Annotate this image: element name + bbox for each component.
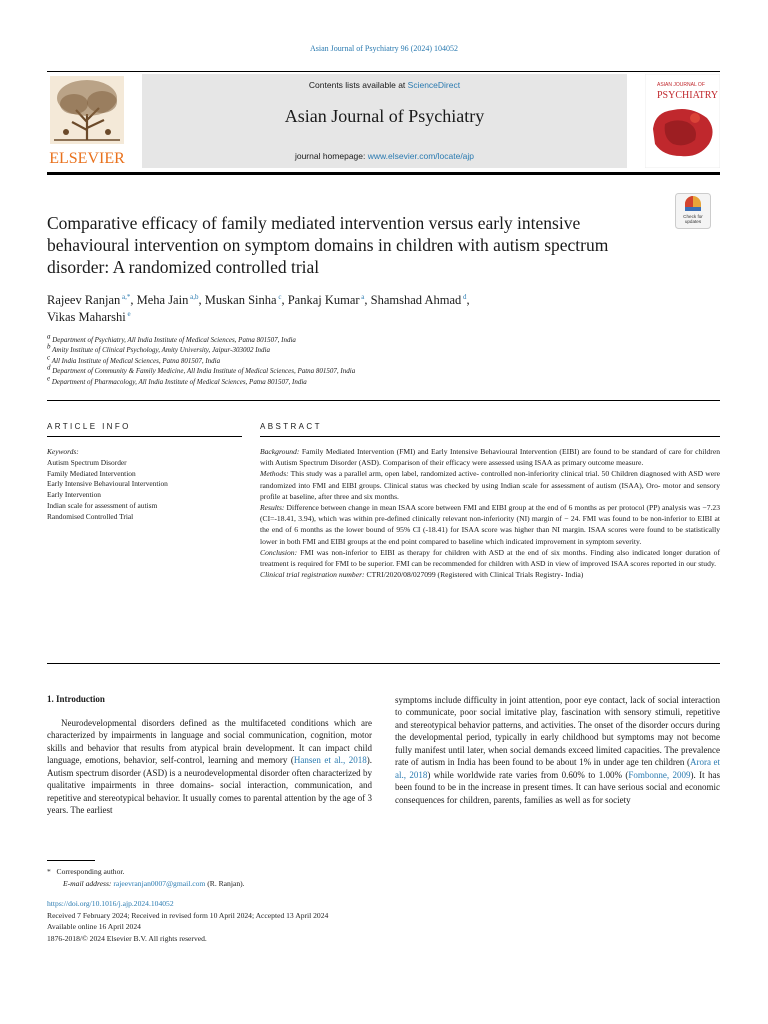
author-name[interactable]: Vikas Maharshi bbox=[47, 310, 126, 324]
reference-link-hansen[interactable]: Hansen et al., 2018 bbox=[293, 755, 367, 766]
affiliation-item bbox=[47, 332, 697, 345]
affiliation-text: Department of Pharmacology, All India Institute of Medical Sciences, Patna 801507, India bbox=[50, 377, 307, 386]
author-affiliation-mark[interactable]: e bbox=[125, 309, 131, 318]
affiliation-text: Department of Psychiatry, All India Institute of Medical Sciences, Patna 801507, India bbox=[50, 336, 296, 344]
affiliation-item bbox=[47, 353, 697, 366]
abstract-section-label: Background: bbox=[260, 447, 300, 456]
author-name[interactable]: Pankaj Kumar bbox=[287, 293, 360, 307]
email-label: E-mail address: bbox=[63, 878, 112, 888]
author-entry: Shamshad Ahmad $^d$, bbox=[370, 292, 470, 307]
affiliation-mark: e bbox=[47, 374, 51, 383]
abstract-section-label: Results: bbox=[260, 503, 285, 513]
intro-text: Neurodevelopmental disorders defined as the multifaceted conditions which are characterized by impairments in language and social communication, cognition, motor skills and behavior that results from atypical brain development. It can impact child language, emotions, behavior, self-control, learning and memory ( bbox=[47, 718, 372, 766]
keyword-item: Early Intervention bbox=[47, 490, 101, 500]
author-entry: Pankaj Kumar $^a$, bbox=[287, 292, 371, 307]
author-list bbox=[47, 292, 667, 326]
journal-cover-image[interactable] bbox=[645, 74, 720, 168]
copyright: 1876-2018/© 2024 Elsevier B.V. All rights reserved. bbox=[47, 933, 207, 943]
elsevier-tree-icon bbox=[46, 74, 128, 168]
keyword-item: Family Mediated Intervention bbox=[47, 468, 136, 478]
email-note bbox=[47, 878, 447, 890]
keyword-item: Early Intensive Behavioural Intervention bbox=[47, 479, 168, 489]
journal-banner bbox=[142, 74, 627, 168]
header-bottom-rule bbox=[47, 172, 720, 175]
author-affiliation-mark[interactable]: c bbox=[276, 292, 282, 301]
journal-cover-icon bbox=[645, 74, 720, 168]
author-entry: Muskan Sinha $^c$, bbox=[204, 292, 288, 307]
introduction-heading: 1. Introduction bbox=[47, 694, 105, 704]
reference-link-fombonne[interactable]: Fombonne, 2009 bbox=[628, 769, 691, 780]
affiliation-text: Department of Community & Family Medicine, All India Institute of Medical Sciences, Patna 801507, India bbox=[50, 367, 356, 376]
journal-citation bbox=[0, 44, 768, 53]
abstract-heading-rule bbox=[260, 436, 720, 437]
article-info-heading: ARTICLE INFO bbox=[47, 422, 131, 431]
affiliation-mark: a bbox=[47, 332, 51, 341]
doi-link[interactable]: https://doi.org/10.1016/j.ajp.2024.104052 bbox=[47, 899, 174, 908]
footnote-rule bbox=[47, 860, 95, 861]
author-entry bbox=[47, 310, 131, 324]
elsevier-logo[interactable] bbox=[46, 74, 128, 168]
cover-title-big: PSYCHIATRY bbox=[657, 90, 719, 101]
author-entry: Meha Jain $^{a,b}$, bbox=[136, 292, 205, 307]
publication-info bbox=[47, 898, 547, 944]
homepage-link[interactable]: www.elsevier.com/locate/ajp bbox=[367, 151, 475, 161]
abstract-section bbox=[260, 547, 720, 569]
corresponding-text: Corresponding author. bbox=[56, 867, 125, 876]
author-affiliation-mark[interactable]: a,* bbox=[120, 292, 131, 301]
affiliation-mark: d bbox=[47, 363, 51, 372]
abstract-section-text: This study was a parallel arm, open label, randomized active- controlled non-inferiority clinical trial. 50 Children diagnosed with ASD were randomized into FMI and EIBI groups. Clinical status was checked by using Indian scale for assessment of autism (ISAA), Oro- motor and sensory profile at baseline, after three and six months. bbox=[260, 469, 720, 501]
affiliation-mark: b bbox=[47, 343, 51, 352]
intro-text: ) while worldwide rate varies from 0.60% to 1.00% ( bbox=[427, 769, 629, 780]
keywords-label: Keywords: bbox=[47, 447, 79, 456]
abstract-section bbox=[260, 446, 720, 468]
introduction-paragraph-right bbox=[395, 694, 720, 806]
corresponding-mark: * bbox=[47, 867, 51, 876]
sciencedirect-link[interactable]: ScienceDirect bbox=[407, 80, 461, 90]
keywords-block bbox=[47, 447, 247, 523]
received-dates: Received 7 February 2024; Received in revised form 10 April 2024; Accepted 13 April 2024 bbox=[47, 910, 329, 920]
author-name[interactable]: Meha Jain bbox=[136, 293, 189, 307]
author-affiliation-mark[interactable]: a bbox=[359, 292, 365, 301]
check-updates-icon bbox=[675, 193, 711, 229]
homepage-prefix: journal homepage: bbox=[294, 151, 368, 161]
affiliation-item bbox=[47, 374, 697, 387]
intro-text: ). It has been found to be in the increase in present times. It can have serious social and economic consequences for children, parents, families as well as for society bbox=[395, 769, 720, 805]
author-name[interactable]: Rajeev Ranjan bbox=[47, 293, 121, 307]
reference-link-arora[interactable]: Arora et al., 2018 bbox=[395, 757, 720, 780]
available-online: Available online 16 April 2024 bbox=[47, 922, 141, 932]
affiliation-text: Amity Institute of Clinical Psychology, Amity University, Jaipur-303002 India bbox=[50, 346, 270, 355]
abstract-section-label: Conclusion: bbox=[260, 547, 298, 557]
keyword-item: Indian scale for assessment of autism bbox=[47, 500, 158, 510]
abstract-section-text: FMI was non-inferior to EIBI as therapy for children with ASD at the end of six months. Finding also indicated longer duration of treatment is required for FMI to be superior. FMI can be recommended for children with ASD in view of improved ISAA scores reported in our study. bbox=[260, 547, 720, 569]
abstract-section-text: Difference between change in mean ISAA score between FMI and EIBI group at the end of 6 months as per protocol (PP) analysis was −7.23 (CI=-18.41, 3.94), which was within pre-defined clinically relevant non-inferiority (NI) margin of − 24. FMI was found to be non-inferior to EIBI at the end of 6 months as the lower bound of 95% CI (-18.41) for ISAA score was higher than NI margin. ISAA scores were found to be statistically lower in both FMI and EIBI groups at the end point compared to baseline which indicated improvement in symptom severity. bbox=[260, 503, 720, 546]
intro-text: symptoms include difficulty in joint attention, poor eye contact, lack of social interaction to communicate, poor social imitative play, fascination with sensory stimuli, repetitive and stereotypical behavior patterns, and activities. The onset of the disorder occurs during the developmental period, typically in early childhood but symptoms may not become fully manifest until later, when social demands exceed limited capacities. The prevalence rate of autism in India has been found to be about 1% in under age ten children ( bbox=[395, 695, 720, 768]
footnotes bbox=[47, 866, 447, 889]
abstract-section-text: CTRI/2020/08/027099 (Registered with Clinical Trials Registry- India) bbox=[364, 570, 584, 580]
keyword-item: Randomised Controlled Trial bbox=[47, 511, 134, 521]
affiliation-list bbox=[47, 332, 697, 387]
citation-link[interactable]: Asian Journal of Psychiatry 96 (2024) 104052 bbox=[310, 44, 458, 53]
abstract-section-label: Clinical trial registration number: bbox=[260, 570, 365, 580]
journal-title: Asian Journal of Psychiatry bbox=[284, 106, 485, 126]
author-name[interactable]: Shamshad Ahmad bbox=[370, 293, 462, 307]
check-for-updates-button[interactable] bbox=[675, 193, 711, 229]
abstract-section-text: Family Mediated Intervention (FMI) and Early Intensive Behavioural Intervention (EIBI) are found to be standard of care for children with Autism Spectrum Disorder (ASD). Comparison of their efficacy were assessed using ISAA as primary outcome measure. bbox=[260, 447, 720, 468]
author-name[interactable]: Muskan Sinha bbox=[204, 293, 277, 307]
abstract-section-label: Methods: bbox=[260, 469, 289, 479]
cover-title-small: ASIAN JOURNAL OF bbox=[657, 82, 705, 88]
intro-text: ). Autism spectrum disorder (ASD) is a neurodevelopmental disorder often characterized by qualitative impairments in three domains- social interaction, communication, and repetitive and stereotypical behavior. It usually comes to parental attention by the age of 3 years. The earliest bbox=[47, 755, 372, 816]
homepage-line bbox=[142, 151, 627, 161]
abstract-heading: ABSTRACT bbox=[260, 422, 322, 431]
affiliation-text: All India Institute of Medical Sciences, Patna 801507, India bbox=[50, 356, 221, 365]
author-affiliation-mark[interactable]: d bbox=[461, 292, 467, 301]
contents-prefix: Contents lists available at bbox=[308, 80, 408, 90]
contents-line bbox=[142, 80, 627, 90]
author-affiliation-mark[interactable]: a,b bbox=[188, 292, 199, 301]
paper-title: Comparative efficacy of family mediated intervention versus early intensive behavioural intervention on symptom domains in children with autism spectrum disorder: A randomized controlled trial bbox=[47, 213, 609, 277]
affiliation-item bbox=[47, 345, 697, 355]
corresponding-author-note bbox=[47, 866, 447, 878]
email-link[interactable]: rajeevranjan0007@gmail.com bbox=[113, 878, 206, 888]
article-info-rule bbox=[47, 400, 720, 401]
abstract-section bbox=[260, 502, 720, 547]
email-suffix: (R. Ranjan). bbox=[205, 878, 245, 888]
abstract-section bbox=[260, 569, 720, 580]
elsevier-wordmark: ELSEVIER bbox=[49, 150, 125, 167]
check-updates-label: Check for updates bbox=[683, 214, 703, 224]
keyword-item: Autism Spectrum Disorder bbox=[47, 457, 127, 467]
abstract-end-rule bbox=[47, 663, 720, 664]
author-entry: Rajeev Ranjan $^{a,*}$, bbox=[47, 292, 137, 307]
affiliation-mark: c bbox=[47, 353, 51, 362]
header-top-rule bbox=[47, 71, 720, 72]
introduction-paragraph-left bbox=[47, 717, 372, 817]
abstract-body bbox=[260, 446, 720, 580]
article-info-heading-rule bbox=[47, 436, 242, 437]
affiliation-item bbox=[47, 363, 697, 376]
abstract-section bbox=[260, 468, 720, 502]
